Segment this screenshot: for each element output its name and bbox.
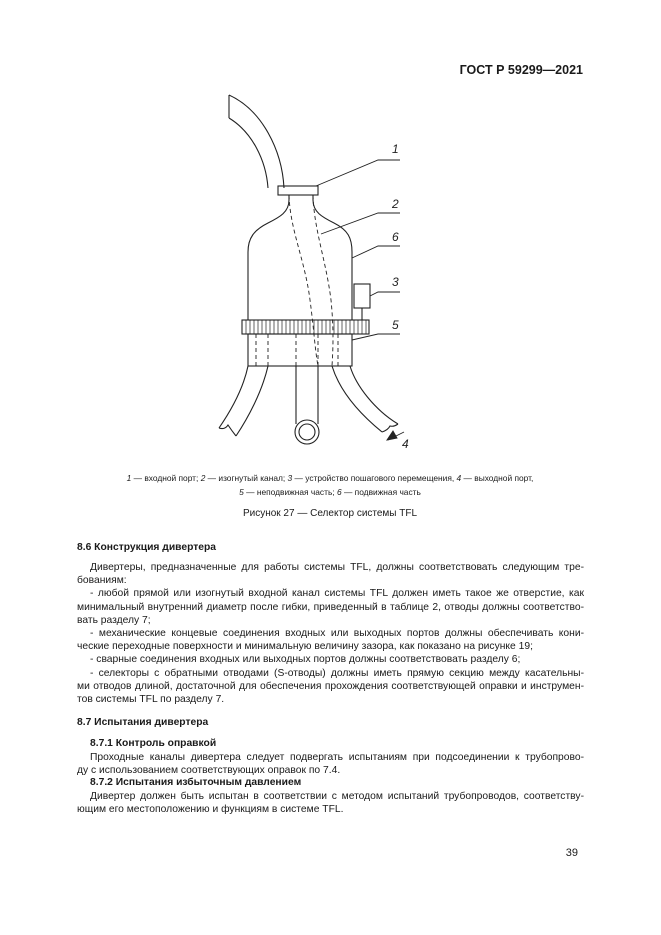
- label-3: 3: [392, 275, 399, 289]
- stepping-device: [354, 284, 370, 308]
- section-heading-8-6: 8.6 Конструкция дивертера: [77, 542, 217, 553]
- label-2: 2: [392, 197, 399, 211]
- standard-code: ГОСТ Р 59299—2021: [459, 63, 583, 77]
- page-number: 39: [565, 847, 578, 859]
- stationary-part: [248, 334, 352, 366]
- paragraph-8-7-1: Проходные каналы дивертера следует подвергать испытаниям при подсоединении к трубопрово- ду с использованием соответствующих оправок по 7.4.: [77, 752, 584, 777]
- subsection-heading-8-7-2: 8.7.2 Испытания избыточным давлением: [90, 777, 302, 788]
- label-1: 1: [392, 142, 399, 156]
- curved-channel: [289, 195, 318, 366]
- label-6: 6: [392, 230, 399, 244]
- label-4: 4: [402, 437, 409, 451]
- figure-caption: Рисунок 27 — Селектор системы TFL: [242, 508, 418, 519]
- paragraph-8-7-2: Дивертер должен быть испытан в соответствии с методом испытаний трубопроводов, соответству- ющим его местоположению и функциям в системе TFL.: [77, 791, 584, 816]
- section-heading-8-7: 8.7 Испытания дивертера: [77, 717, 209, 728]
- subsection-heading-8-7-1: 8.7.1 Контроль оправкой: [90, 738, 217, 749]
- paragraph-requirements: Дивертеры, предназначенные для работы системы TFL, должны соответствовать следующим тре- бованиям: - любой прямой или изогнутый входной канал системы TFL должен иметь такое же отверстие, как минимальный внутренний диаметр после гибки, приведенный в таблице 2, отводы должны соответство- вать разделу 7; - механические концевые соединения входных или выходных портов должны обеспечивать кони- ческие переходные поверхности и минимальную величину зазора, как показано на рисунке 19; - сварные соединения входных или выходных портов должны соответствовать разделу 6; - селекторы с обратными отводами (S-отводы) должны иметь прямую секцию между касательны- ми отводов длиной, достаточной для обеспечения прохождения соответствующей оправки и инструмен- тов системы TFL по разделу 7.: [77, 562, 584, 706]
- inlet-pipe: [229, 95, 284, 188]
- figure-legend: 1 — входной порт; 2 — изогнутый канал; 3 — устройство пошагового перемещения, 4 — выходной порт, 5 — неподвижная часть; 6 — подвижная часть: [126, 473, 534, 497]
- label-5: 5: [392, 318, 399, 332]
